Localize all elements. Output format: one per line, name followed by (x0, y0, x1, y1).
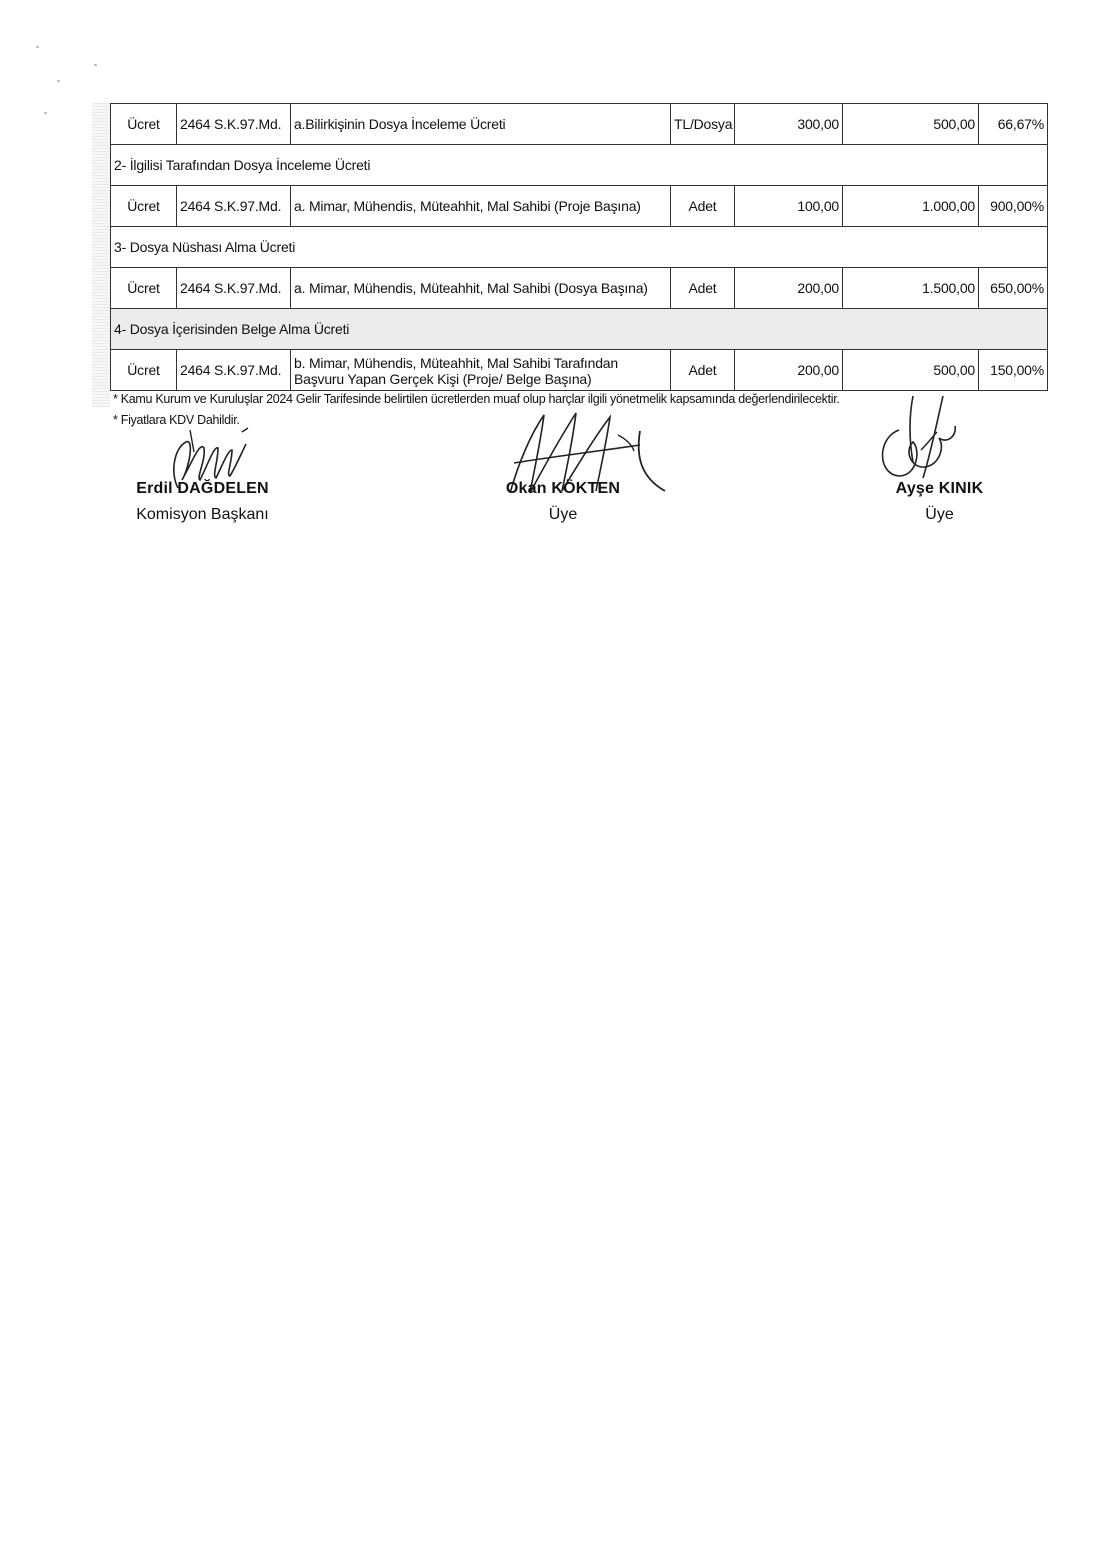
signature-block-member-2 (872, 480, 1007, 524)
section-title: 2- İlgilisi Tarafından Dosya İnceleme Ücreti (111, 145, 1048, 186)
signer-title: Üye (925, 506, 954, 523)
description-cell: a. Mimar, Mühendis, Müteahhit, Mal Sahibi (Proje Başına) (291, 186, 671, 227)
old-fee-cell: 300,00 (735, 104, 843, 145)
unit-cell: Adet (671, 350, 735, 391)
fee-type-cell: Ücret (111, 186, 177, 227)
footnote-exemption: * Kamu Kurum ve Kuruluşlar 2024 Gelir Tarifesinde belirtilen ücretlerden muaf olup harçlar ilgili yönetmelik kapsamında değerlendirilecektir. (113, 392, 840, 406)
increase-rate-cell: 650,00% (979, 268, 1048, 309)
table-row (111, 186, 1048, 227)
scan-speck (36, 46, 39, 48)
footnote-vat: * Fiyatlara KDV Dahildir. (113, 413, 240, 427)
table-row (111, 350, 1048, 391)
scan-speck (57, 80, 60, 82)
unit-cell: Adet (671, 268, 735, 309)
old-fee-cell: 200,00 (735, 350, 843, 391)
signer-title: Üye (548, 506, 578, 523)
scan-speck (44, 112, 47, 114)
increase-rate-cell: 900,00% (979, 186, 1048, 227)
law-reference-cell: 2464 S.K.97.Md. (177, 268, 291, 309)
signer-name: Ayşe KINIK (895, 480, 984, 497)
section-title: 4- Dosya İçerisinden Belge Alma Ücreti (111, 309, 1048, 350)
table-row (111, 104, 1048, 145)
fee-type-cell: Ücret (111, 268, 177, 309)
section-header-row (111, 145, 1048, 186)
new-fee-cell: 1.000,00 (843, 186, 979, 227)
description-cell: a. Mimar, Mühendis, Müteahhit, Mal Sahibi (Dosya Başına) (291, 268, 671, 309)
old-fee-cell: 100,00 (735, 186, 843, 227)
signature-scribble-member-2 (873, 392, 963, 487)
law-reference-cell: 2464 S.K.97.Md. (177, 104, 291, 145)
signature-block-member-1 (488, 480, 638, 524)
signer-title: Komisyon Başkanı (136, 506, 269, 523)
law-reference-cell: 2464 S.K.97.Md. (177, 350, 291, 391)
section-header-row (111, 309, 1048, 350)
description-cell: a.Bilirkişinin Dosya İnceleme Ücreti (291, 104, 671, 145)
table-row (111, 268, 1048, 309)
new-fee-cell: 500,00 (843, 104, 979, 145)
signer-name: Erdil DAĞDELEN (136, 480, 269, 497)
unit-cell: TL/Dosya (671, 104, 735, 145)
new-fee-cell: 500,00 (843, 350, 979, 391)
fee-type-cell: Ücret (111, 350, 177, 391)
section-header-row (111, 227, 1048, 268)
increase-rate-cell: 150,00% (979, 350, 1048, 391)
old-fee-cell: 200,00 (735, 268, 843, 309)
new-fee-cell: 1.500,00 (843, 268, 979, 309)
description-cell: b. Mimar, Mühendis, Müteahhit, Mal Sahibi Tarafından Başvuru Yapan Gerçek Kişi (Proje/ Belge Başına) (291, 350, 671, 391)
unit-cell: Adet (671, 186, 735, 227)
signer-name: Okan KÖKTEN (505, 480, 621, 497)
signature-block-chairman (120, 480, 285, 524)
fee-type-cell: Ücret (111, 104, 177, 145)
section-title: 3- Dosya Nüshası Alma Ücreti (111, 227, 1048, 268)
law-reference-cell: 2464 S.K.97.Md. (177, 186, 291, 227)
scan-speck (94, 64, 97, 66)
scan-edge-shading (92, 103, 110, 407)
fee-table (110, 103, 1048, 391)
increase-rate-cell: 66,67% (979, 104, 1048, 145)
